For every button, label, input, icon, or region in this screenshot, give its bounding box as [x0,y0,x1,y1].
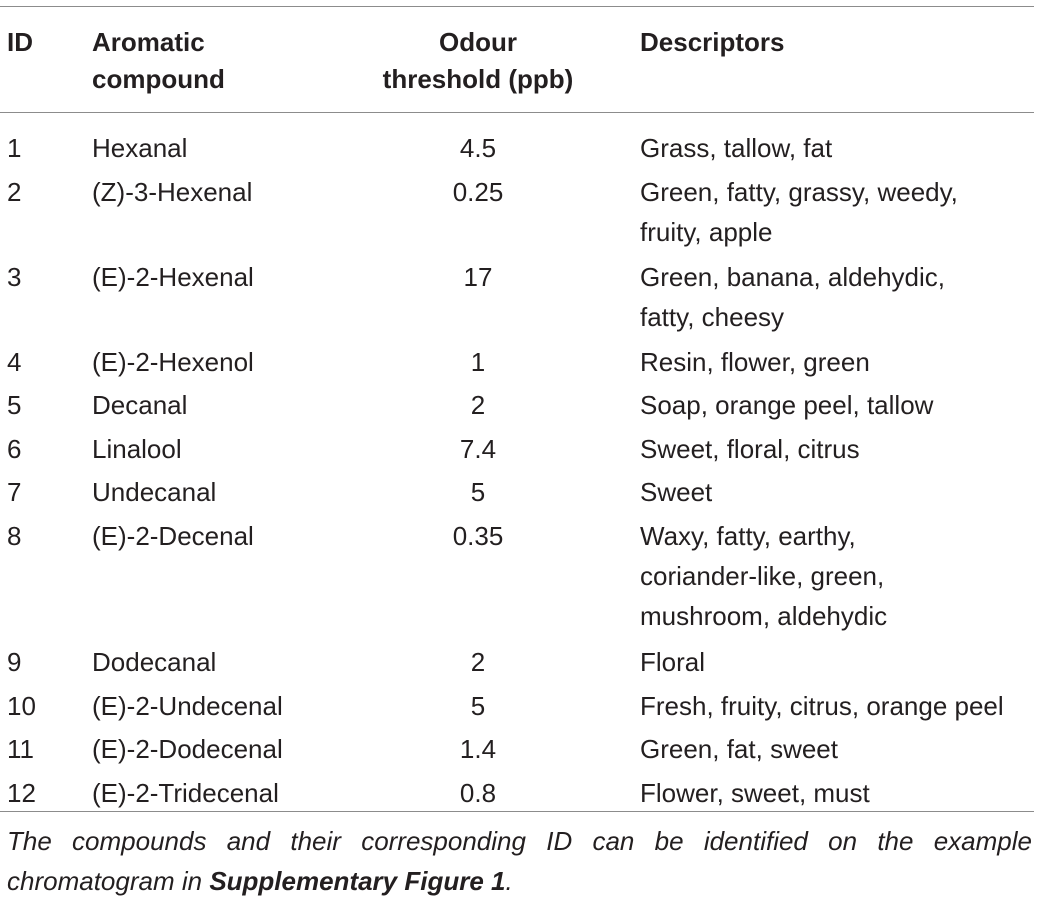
row-id: 5 [7,390,22,420]
descriptor-line: Fresh, fruity, citrus, orange peel [640,690,1004,721]
row-compound: (E)-2-Hexenal [92,261,254,292]
row-threshold: 5 [470,690,486,721]
row-descriptors [640,729,838,769]
row-descriptors [640,472,712,512]
descriptor-line: Green, fatty, grassy, weedy, [640,176,958,207]
row-compound: (Z)-3-Hexenal [92,176,253,207]
caption-end: . [505,866,513,896]
row-threshold: 1.4 [459,734,497,764]
row-threshold: 0.25 [452,176,504,207]
descriptor-line: Flower, sweet, must [640,777,870,808]
header-compound-line1: Aromatic [92,27,205,57]
row-compound: (E)-2-Undecenal [92,690,283,721]
row-descriptors [640,172,958,253]
header-threshold [372,24,584,98]
row-threshold: 0.35 [452,520,504,551]
header-bottom-rule [0,112,1034,113]
row-compound: (E)-2-Tridecenal [92,777,279,808]
descriptor-line: Green, fat, sweet [640,734,838,764]
descriptor-line: Soap, orange peel, tallow [640,390,934,420]
header-id: ID [7,27,33,57]
row-descriptors [640,686,1004,726]
row-compound: Dodecanal [92,647,217,677]
row-compound: Decanal [92,390,188,420]
row-descriptors [640,773,870,813]
row-id: 9 [7,647,22,677]
descriptor-line: Grass, tallow, fat [640,133,833,163]
row-threshold: 2 [470,647,486,677]
row-threshold: 2 [470,390,486,420]
row-id: 10 [7,690,36,721]
row-id: 7 [7,477,22,507]
descriptor-line: Sweet, floral, citrus [640,433,860,464]
header-descriptors: Descriptors [640,27,785,57]
descriptor-line: Waxy, fatty, earthy, [640,520,856,551]
row-threshold: 0.8 [459,777,497,808]
row-descriptors [640,429,860,469]
row-compound: (E)-2-Hexenol [92,346,254,377]
row-descriptors [640,342,870,382]
descriptor-line: coriander-like, green, [640,560,885,591]
descriptor-line: Resin, flower, green [640,346,870,377]
descriptor-line: mushroom, aldehydic [640,601,888,632]
table-bottom-rule [0,811,1034,812]
row-compound: (E)-2-Decenal [92,520,254,551]
row-compound: Undecanal [92,477,217,507]
row-descriptors [640,642,705,682]
row-id: 3 [7,261,22,292]
descriptor-line: fruity, apple [640,216,773,247]
descriptor-line: Floral [640,647,706,677]
descriptor-line: Sweet [640,477,713,507]
table-caption [7,821,1032,901]
row-descriptors [640,385,933,425]
row-threshold: 5 [470,477,486,507]
row-compound: (E)-2-Dodecenal [92,734,283,764]
table-top-rule [0,6,1034,7]
row-id: 2 [7,176,22,207]
row-threshold: 7.4 [459,433,497,464]
row-descriptors [640,257,945,338]
row-threshold: 1 [470,346,486,377]
caption-figure-ref: Supplementary Figure 1 [209,866,506,896]
row-compound: Linalool [92,433,182,464]
row-id: 6 [7,433,22,464]
row-threshold: 4.5 [459,133,497,163]
row-id: 1 [7,133,22,163]
row-descriptors [640,128,832,168]
row-id: 11 [7,734,34,764]
row-threshold: 17 [463,261,493,292]
caption-text: The compounds and their corresponding ID can be identified on the example chromatogram in [7,826,1032,896]
header-threshold-line2: threshold (ppb) [382,64,574,94]
header-compound-line2: compound [92,64,225,94]
descriptor-line: Green, banana, aldehydic, [640,261,945,292]
header-threshold-line1: Odour [439,27,517,57]
row-id: 8 [7,520,22,551]
row-id: 4 [7,346,22,377]
row-id: 12 [7,777,36,808]
header-compound [92,24,225,98]
row-compound: Hexanal [92,133,188,163]
row-descriptors [640,516,887,637]
descriptor-line: fatty, cheesy [640,301,785,332]
